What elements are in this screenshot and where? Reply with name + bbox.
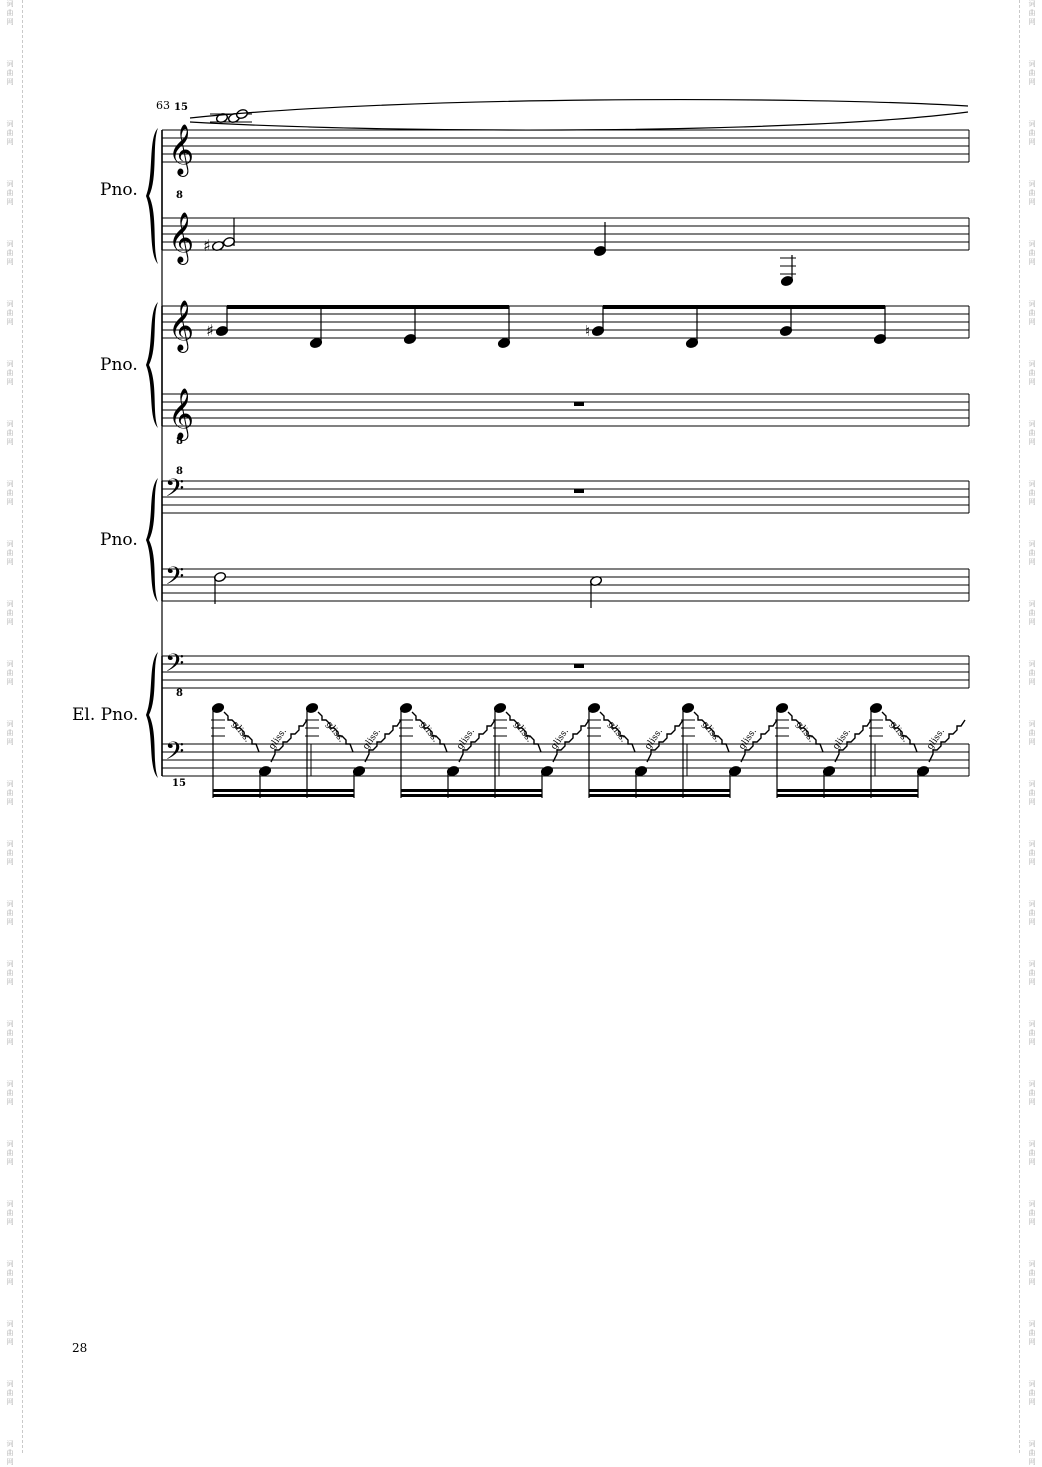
whole-rest-icon (574, 664, 584, 668)
ottava-8-marking: 8 (176, 190, 183, 201)
watermark-text: 词 曲 网 (6, 780, 14, 806)
watermark-text: 词 曲 网 (1028, 1320, 1036, 1346)
beam (213, 789, 354, 792)
watermark-text: 词 曲 网 (6, 360, 14, 386)
sharp-icon: ♯ (203, 236, 211, 255)
tie-arc (190, 100, 968, 118)
gliss-label: gliss. (267, 726, 290, 752)
watermark-text: 词 曲 网 (1028, 300, 1036, 326)
beam (777, 794, 918, 797)
watermark-text: 词 曲 网 (6, 300, 14, 326)
beam (227, 305, 509, 309)
gliss-label: gliss. (643, 726, 666, 752)
bass-clef-icon: 𝄢 (165, 562, 185, 597)
watermark-text: 词 曲 网 (6, 1080, 14, 1106)
ottava-8-marking: 8 (176, 466, 183, 477)
watermark-text: 词 曲 网 (1028, 780, 1036, 806)
instrument-label-piano-1: Pno. (100, 180, 138, 200)
watermark-text: 词 曲 网 (1028, 480, 1036, 506)
bass-clef-icon: 𝄢 (165, 474, 185, 509)
watermark-text: 词 曲 网 (6, 1260, 14, 1286)
treble-clef-icon: 𝄞 (168, 124, 195, 175)
watermark-text: 词 曲 网 (6, 1380, 14, 1406)
watermark-text: 词 曲 网 (1028, 420, 1036, 446)
watermark-text: 词 曲 网 (1028, 1440, 1036, 1466)
piano-braces (146, 128, 158, 778)
gliss-label: gliss. (323, 719, 347, 745)
watermark-text: 词 曲 网 (1028, 900, 1036, 926)
watermark-text: 词 曲 网 (6, 900, 14, 926)
brace-icon (146, 302, 158, 428)
bass-clef-icon: 𝄢 (165, 737, 185, 772)
watermark-text: 词 曲 网 (6, 180, 14, 206)
watermark-text: 词 曲 网 (6, 0, 14, 26)
watermark-text: 词 曲 网 (6, 540, 14, 566)
barlines (162, 130, 969, 776)
beam (213, 794, 354, 797)
watermark-text: 词 曲 网 (1028, 1380, 1036, 1406)
clefs (165, 124, 194, 772)
gliss-label: gliss. (511, 719, 535, 745)
watermark-text: 词 曲 网 (6, 120, 14, 146)
watermark-text: 词 曲 网 (1028, 60, 1036, 86)
beam (603, 305, 885, 309)
measure-number: 63 (156, 99, 170, 112)
watermark-text: 词 曲 网 (6, 960, 14, 986)
watermark-text: 词 曲 网 (1028, 1140, 1036, 1166)
brace-icon (146, 478, 158, 602)
treble-clef-icon: 𝄞 (168, 300, 195, 351)
ottava-8-marking: 8 (176, 436, 183, 447)
watermark-text: 词 曲 网 (1028, 540, 1036, 566)
ottava-8-marking: 8 (176, 688, 183, 699)
brace-icon (146, 652, 158, 778)
gliss-label: gliss. (549, 726, 572, 752)
watermark-text: 词 曲 网 (1028, 1020, 1036, 1046)
watermark-text: 词 曲 网 (6, 720, 14, 746)
whole-rest-icon (574, 489, 584, 493)
watermark-text: 词 曲 网 (6, 480, 14, 506)
watermark-text: 词 曲 网 (6, 600, 14, 626)
tie-arc (190, 112, 968, 130)
gliss-label: gliss. (455, 726, 478, 752)
gliss-label: gliss. (925, 726, 948, 752)
watermark-text: 词 曲 网 (1028, 180, 1036, 206)
treble-clef-icon: 𝄞 (168, 388, 195, 439)
beam (589, 789, 730, 792)
watermark-text: 词 曲 网 (6, 420, 14, 446)
ottava-15-marking: 15 (174, 102, 188, 113)
beam (589, 794, 730, 797)
notes (190, 100, 968, 798)
gliss-label: gliss. (793, 719, 817, 745)
natural-icon: ♮ (585, 322, 591, 340)
treble-clef-icon: 𝄞 (168, 212, 195, 263)
watermark-text: 词 曲 网 (1028, 240, 1036, 266)
watermark-text: 词 曲 网 (6, 1440, 14, 1466)
watermark-text: 词 曲 网 (1028, 1200, 1036, 1226)
watermark-text: 词 曲 网 (6, 840, 14, 866)
watermark-text: 词 曲 网 (1028, 1080, 1036, 1106)
instrument-label-electric-piano: El. Pno. (72, 705, 139, 725)
gliss-label: gliss. (417, 719, 441, 745)
instrument-label-piano-2: Pno. (100, 355, 138, 375)
watermark-text: 词 曲 网 (1028, 660, 1036, 686)
gliss-label: gliss. (229, 719, 253, 745)
watermark-text: 词 曲 网 (6, 60, 14, 86)
watermark-text: 词 曲 网 (1028, 720, 1036, 746)
bass-clef-icon: 𝄢 (165, 649, 185, 684)
watermark-text: 词 曲 网 (6, 1020, 14, 1046)
page-number: 28 (72, 1341, 88, 1355)
watermark-text: 词 曲 网 (6, 1200, 14, 1226)
watermark-text: 词 曲 网 (1028, 0, 1036, 26)
gliss-label: gliss. (887, 719, 911, 745)
gliss-label: gliss. (361, 726, 384, 752)
watermark-text: 词 曲 网 (1028, 960, 1036, 986)
ottava-15-marking: 15 (172, 778, 186, 789)
instrument-label-piano-3: Pno. (100, 530, 138, 550)
whole-rest-icon (574, 402, 584, 406)
watermark-text: 词 曲 网 (1028, 840, 1036, 866)
watermark-text: 词 曲 网 (1028, 1260, 1036, 1286)
brace-icon (146, 128, 158, 264)
watermark-text: 词 曲 网 (1028, 600, 1036, 626)
sharp-icon: ♯ (206, 321, 214, 340)
watermark-text: 词 曲 网 (6, 660, 14, 686)
watermark-text: 词 曲 网 (6, 1140, 14, 1166)
beam (401, 789, 542, 792)
staff-lines (162, 130, 969, 776)
beam (401, 794, 542, 797)
watermark-text: 词 曲 网 (1028, 120, 1036, 146)
gliss-label: gliss. (737, 726, 760, 752)
watermark-text: 词 曲 网 (6, 240, 14, 266)
watermark-text: 词 曲 网 (1028, 360, 1036, 386)
gliss-label: gliss. (699, 719, 723, 745)
gliss-label: gliss. (605, 719, 629, 745)
beam (777, 789, 918, 792)
gliss-label: gliss. (831, 726, 854, 752)
watermark-text: 词 曲 网 (6, 1320, 14, 1346)
